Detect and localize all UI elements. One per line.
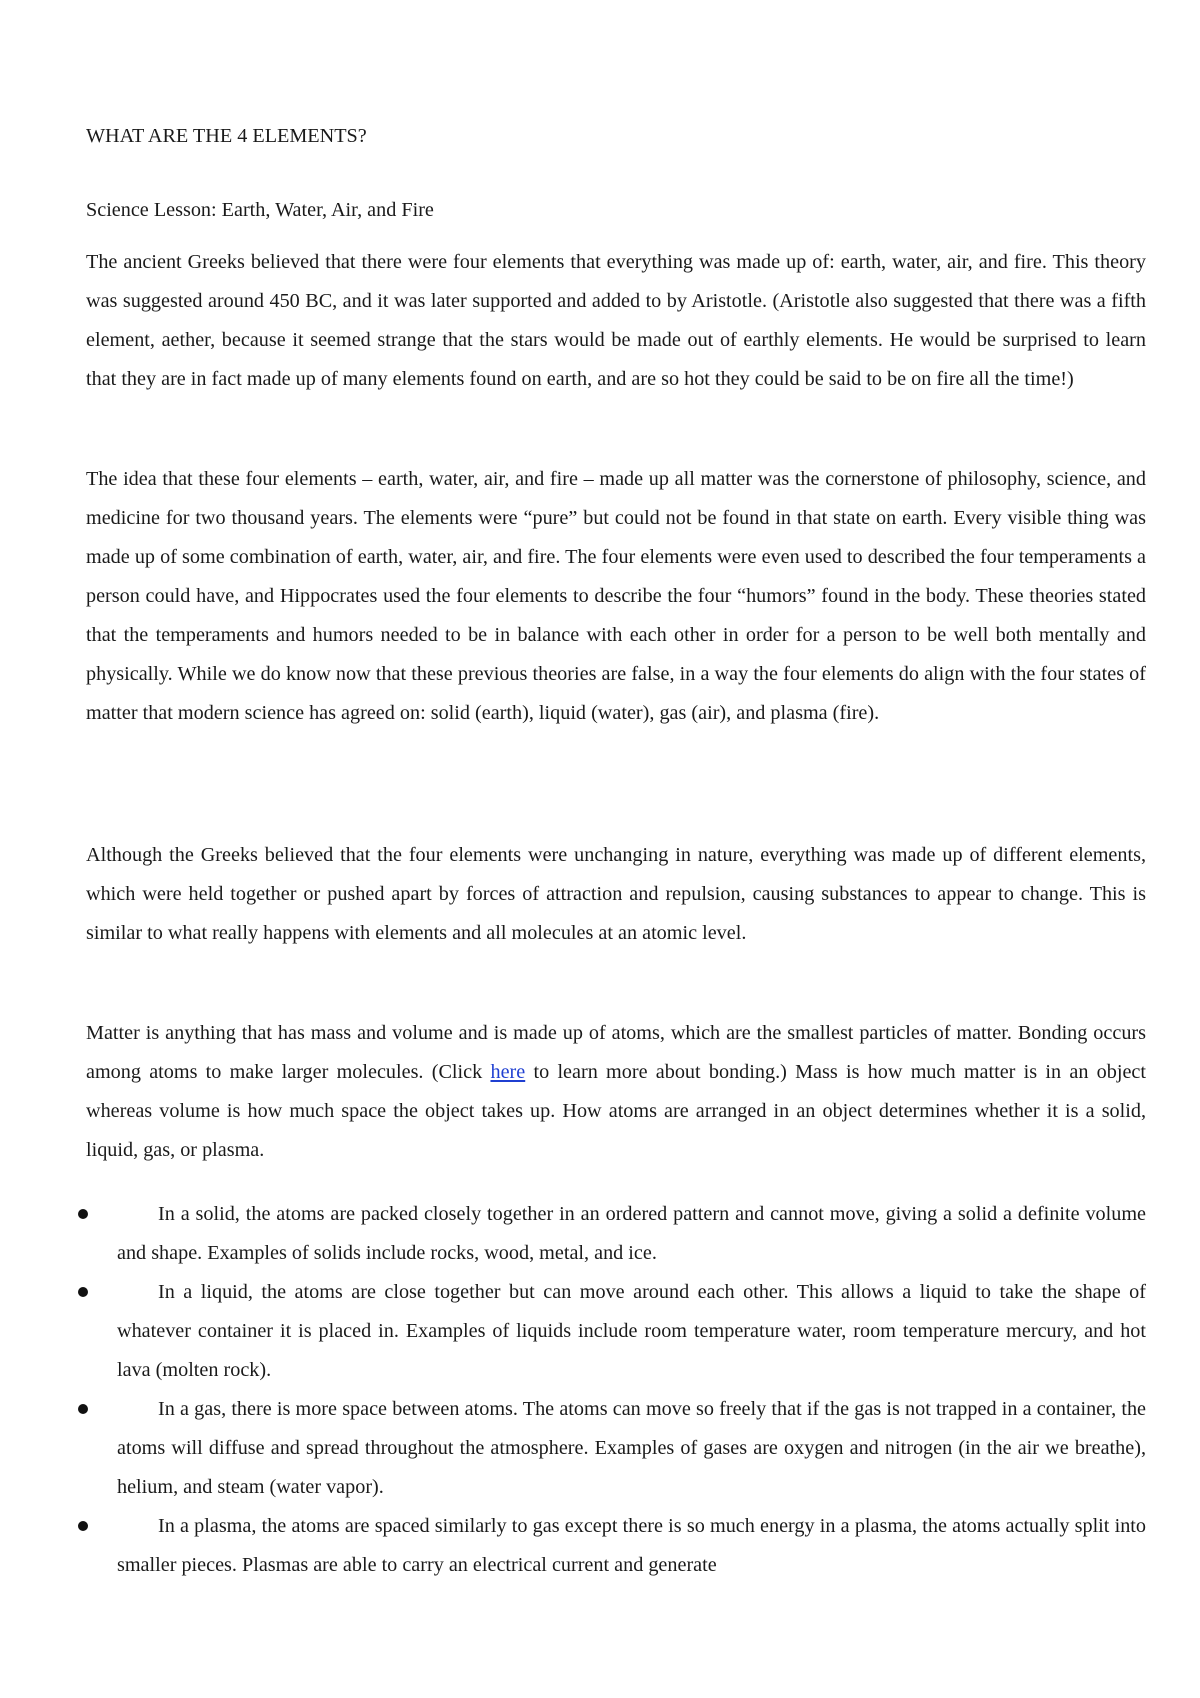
bullet-icon — [78, 1521, 88, 1531]
paragraph-four-elements-idea: The idea that these four elements – earth, water, air, and fire – made up all matter was the cornerstone of philosophy, science, and medicine for two thousand years. The elements were “pure” but could not be found in that state on earth. Every visible thing was made up of some combination of earth, water, air, and fire. The four elements were even used to described the four temperaments a person could have, and Hippocrates used the four elements to describe the four “humors” found in the body. These theories stated that the temperaments and humors needed to be in balance with each other in order for a person to be well both mentally and physically. While we do know now that these previous theories are false, in a way the four elements do align with the four states of matter that modern science has agreed on: solid (earth), liquid (water), gas (air), and plasma (fire). — [86, 468, 1146, 724]
paragraph-ancient-greeks: The ancient Greeks believed that there were four elements that everything was made up of: earth, water, air, and fire. This theory was suggested around 450 BC, and it was later supported and added to by Aristotle. (Aristotle also suggested that there was a fifth element, aether, because it seemed strange that the stars would be made out of earthly elements. He would be surprised to learn that they are in fact made up of many elements found on earth, and are so hot they could be said to be on fire all the time!) — [86, 251, 1146, 390]
paragraph-matter-definition — [86, 1014, 1146, 1170]
list-item-solid — [86, 1195, 1146, 1273]
states-of-matter-list — [86, 1195, 1146, 1585]
list-item-text: In a plasma, the atoms are spaced similarly to gas except there is so much energy in a plasma, the atoms actually split into smaller pieces. Plasmas are able to carry an electrical current and generate — [117, 1515, 1146, 1576]
paragraph-unchanging-nature: Although the Greeks believed that the four elements were unchanging in nature, everything was made up of different elements, which were held together or pushed apart by forces of attraction and repulsion, causing substances to appear to change. This is similar to what really happens with elements and all molecules at an atomic level. — [86, 844, 1146, 944]
list-item-text: In a liquid, the atoms are close together but can move around each other. This allows a liquid to take the shape of whatever container it is placed in. Examples of liquids include room temperature water, room temperature mercury, and hot lava (molten rock). — [117, 1281, 1146, 1381]
list-item-text: In a solid, the atoms are packed closely together in an ordered pattern and cannot move, giving a solid a definite volume and shape. Examples of solids include rocks, wood, metal, and ice. — [117, 1203, 1146, 1264]
matter-text-after-link: to learn more about bonding.) Mass is how much matter is in an object whereas volume is how much space the object takes up. How atoms are arranged in an object determines whether it is a solid, liquid, gas, or plasma. — [86, 1061, 1146, 1161]
document-subtitle: Science Lesson: Earth, Water, Air, and Fire — [86, 199, 434, 221]
document-title: WHAT ARE THE 4 ELEMENTS? — [86, 125, 367, 147]
bullet-icon — [78, 1209, 88, 1219]
list-item-plasma — [86, 1507, 1146, 1585]
bonding-link[interactable]: here — [490, 1061, 526, 1083]
bullet-icon — [78, 1287, 88, 1297]
list-item-liquid — [86, 1273, 1146, 1390]
matter-text-before-link: Matter is anything that has mass and volume and is made up of atoms, which are the smallest particles of matter. Bonding occurs among atoms to make larger molecules. (Click — [86, 1022, 1146, 1083]
bullet-icon — [78, 1404, 88, 1414]
list-item-gas — [86, 1390, 1146, 1507]
list-item-text: In a gas, there is more space between atoms. The atoms can move so freely that if the gas is not trapped in a container, the atoms will diffuse and spread throughout the atmosphere. Examples of gases are oxygen and nitrogen (in the air we breathe), helium, and steam (water vapor). — [117, 1398, 1146, 1498]
